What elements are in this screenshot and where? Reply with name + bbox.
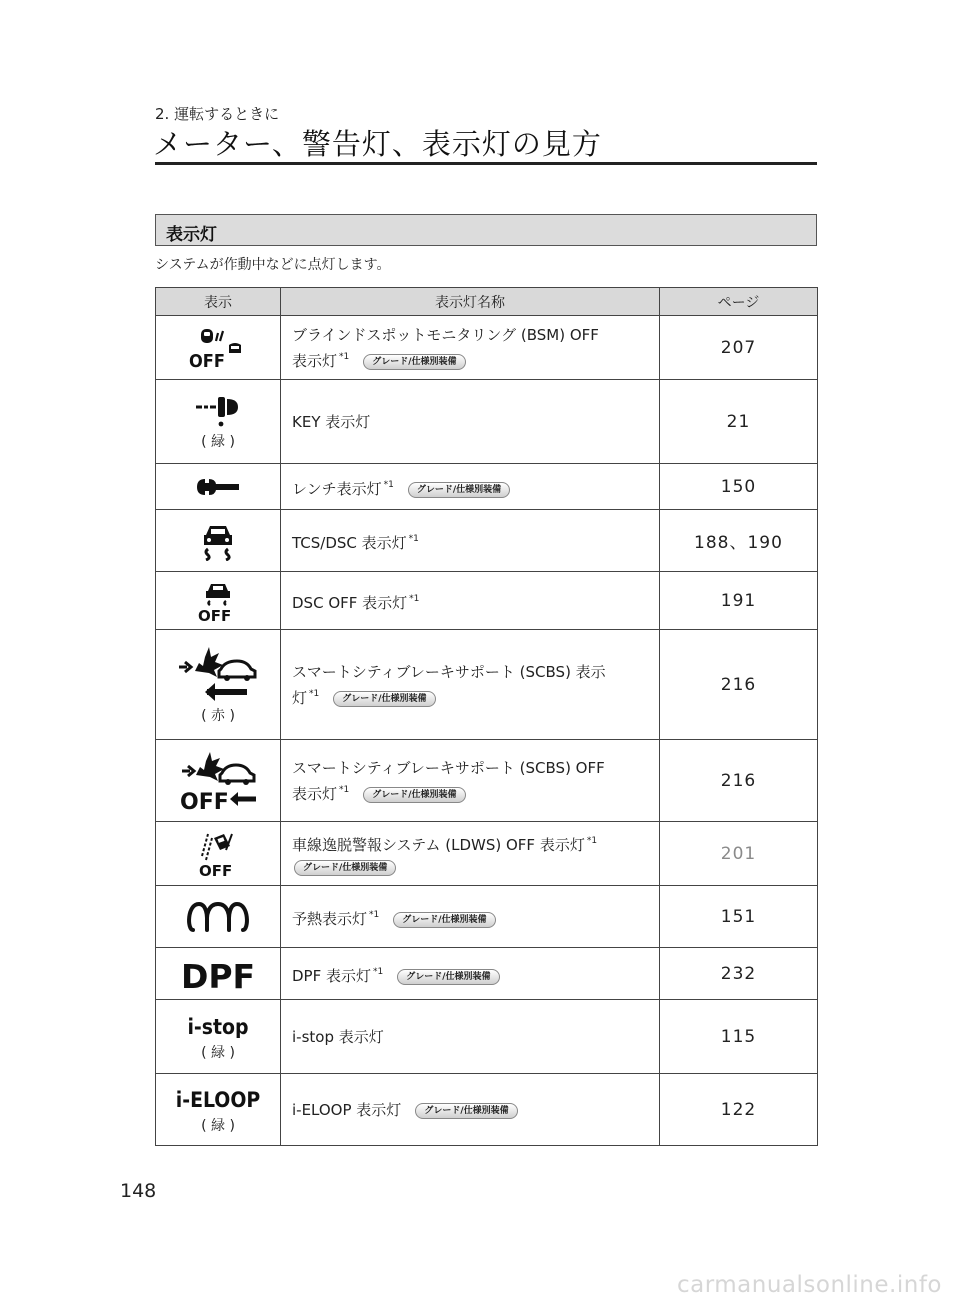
page-title: メーター、警告灯、表示灯の見方 <box>153 127 602 161</box>
icon-cell <box>156 822 281 886</box>
table-row <box>156 572 818 630</box>
grade-badge: グレード/仕様別装備 <box>363 354 465 370</box>
table-row <box>156 822 818 886</box>
chapter-label: 2. 運転するときに <box>155 105 280 123</box>
page-ref: 207 <box>660 316 818 380</box>
i-eloop-icon-text: i-ELOOP <box>175 1087 261 1111</box>
table-row <box>156 510 818 572</box>
indicator-name-line2: 表示灯 <box>292 351 338 370</box>
name-cell <box>281 948 660 1000</box>
page-ref: 21 <box>660 380 818 464</box>
name-cell <box>281 380 660 464</box>
indicator-name: TCS/DSC 表示灯 <box>292 533 407 552</box>
icon-cell <box>156 380 281 464</box>
table-header-row <box>156 288 818 316</box>
indicator-name-line1: ブラインドスポットモニタリング (BSM) OFF <box>292 325 599 344</box>
name-cell <box>281 510 660 572</box>
svg-text:OFF: OFF <box>199 861 233 878</box>
icon-cell <box>156 740 281 822</box>
icon-cell <box>156 1000 281 1074</box>
indicator-name-line2: 灯 <box>292 688 308 707</box>
indicator-table <box>155 287 818 1146</box>
grade-badge: グレード/仕様別装備 <box>363 787 465 803</box>
dpf-icon-text: DPF <box>180 956 256 991</box>
title-rule <box>155 162 817 165</box>
table-row <box>156 380 818 464</box>
table-row <box>156 464 818 510</box>
dsc-off-icon <box>195 580 241 622</box>
indicator-name-line1: スマートシティブレーキサポート (SCBS) 表示 <box>292 662 606 681</box>
scbs-off-icon <box>178 751 258 811</box>
page-ref: 122 <box>660 1074 818 1146</box>
table-row <box>156 630 818 740</box>
grade-badge: グレード/仕様別装備 <box>393 912 495 928</box>
page-ref: 201 <box>660 822 818 886</box>
i-eloop-icon <box>175 1085 261 1111</box>
tcs-dsc-icon <box>196 521 240 561</box>
page-number: 148 <box>120 1180 157 1202</box>
indicator-name: DPF 表示灯 <box>292 966 371 985</box>
page-ref: 115 <box>660 1000 818 1074</box>
name-cell <box>281 740 660 822</box>
page-ref: 188、190 <box>660 510 818 572</box>
indicator-name: DSC OFF 表示灯 <box>292 593 408 612</box>
name-cell <box>281 1000 660 1074</box>
key-icon <box>194 393 242 427</box>
footnote-mark: *1 <box>586 835 598 846</box>
name-cell <box>281 822 660 886</box>
name-cell <box>281 572 660 630</box>
color-note: ( 緑 ) <box>201 1044 235 1061</box>
i-stop-icon <box>187 1012 249 1038</box>
page-ref: 151 <box>660 886 818 948</box>
name-cell <box>281 316 660 380</box>
footnote-mark: *1 <box>309 688 320 699</box>
table-row <box>156 886 818 948</box>
table-row <box>156 948 818 1000</box>
watermark: carmanualsonline.info <box>676 1272 942 1298</box>
grade-badge: グレード/仕様別装備 <box>294 860 396 876</box>
icon-cell <box>156 572 281 630</box>
indicator-name-line1: スマートシティブレーキサポート (SCBS) OFF <box>292 758 605 777</box>
name-cell <box>281 464 660 510</box>
indicator-name: KEY 表示灯 <box>292 412 371 431</box>
grade-badge: グレード/仕様別装備 <box>397 969 499 985</box>
indicator-name-line2: 表示灯 <box>292 784 338 803</box>
svg-text:OFF: OFF <box>198 606 232 622</box>
section-heading: 表示灯 <box>166 225 217 245</box>
icon-cell <box>156 1074 281 1146</box>
scbs-icon <box>177 645 259 701</box>
ldws-off-icon <box>196 830 240 878</box>
color-note: ( 赤 ) <box>201 707 235 724</box>
wrench-icon <box>195 476 241 498</box>
icon-cell <box>156 464 281 510</box>
footnote-mark: *1 <box>409 593 420 604</box>
indicator-name: i-stop 表示灯 <box>292 1027 384 1046</box>
grade-badge: グレード/仕様別装備 <box>333 691 435 707</box>
icon-cell <box>156 948 281 1000</box>
glow-plug-icon <box>185 898 251 936</box>
name-cell <box>281 886 660 948</box>
svg-text:OFF: OFF <box>180 789 229 811</box>
icon-cell <box>156 510 281 572</box>
indicator-name: 車線逸脱警報システム (LDWS) OFF 表示灯 <box>292 835 585 854</box>
footnote-mark: *1 <box>373 966 384 977</box>
footnote-mark: *1 <box>408 533 419 544</box>
dpf-icon <box>178 957 258 991</box>
color-note: ( 緑 ) <box>201 1117 235 1134</box>
table-row <box>156 740 818 822</box>
footnote-mark: *1 <box>339 784 350 795</box>
page-ref: 232 <box>660 948 818 1000</box>
indicator-name: レンチ表示灯 <box>292 479 382 498</box>
grade-badge: グレード/仕様別装備 <box>408 482 510 498</box>
i-stop-icon-text: i-stop <box>187 1014 249 1038</box>
column-header-page: ページ <box>660 288 818 316</box>
section-heading-box <box>155 214 817 246</box>
footnote-mark: *1 <box>369 909 380 920</box>
column-header-name: 表示灯名称 <box>281 288 660 316</box>
svg-text:OFF: OFF <box>189 350 225 369</box>
table-row <box>156 316 818 380</box>
bsm-off-icon <box>187 327 249 369</box>
icon-cell <box>156 630 281 740</box>
section-intro: システムが作動中などに点灯します。 <box>155 257 391 273</box>
icon-cell <box>156 886 281 948</box>
table-row <box>156 1074 818 1146</box>
indicator-name: 予熱表示灯 <box>292 909 368 928</box>
name-cell <box>281 1074 660 1146</box>
table-row <box>156 1000 818 1074</box>
page-ref: 150 <box>660 464 818 510</box>
color-note: ( 緑 ) <box>201 433 235 450</box>
page-ref: 216 <box>660 630 818 740</box>
name-cell <box>281 630 660 740</box>
column-header-display: 表示 <box>156 288 281 316</box>
footnote-mark: *1 <box>339 351 350 362</box>
grade-badge: グレード/仕様別装備 <box>415 1103 517 1119</box>
footnote-mark: *1 <box>383 479 394 490</box>
page-ref: 191 <box>660 572 818 630</box>
icon-cell <box>156 316 281 380</box>
indicator-name: i-ELOOP 表示灯 <box>292 1100 402 1119</box>
page-ref: 216 <box>660 740 818 822</box>
